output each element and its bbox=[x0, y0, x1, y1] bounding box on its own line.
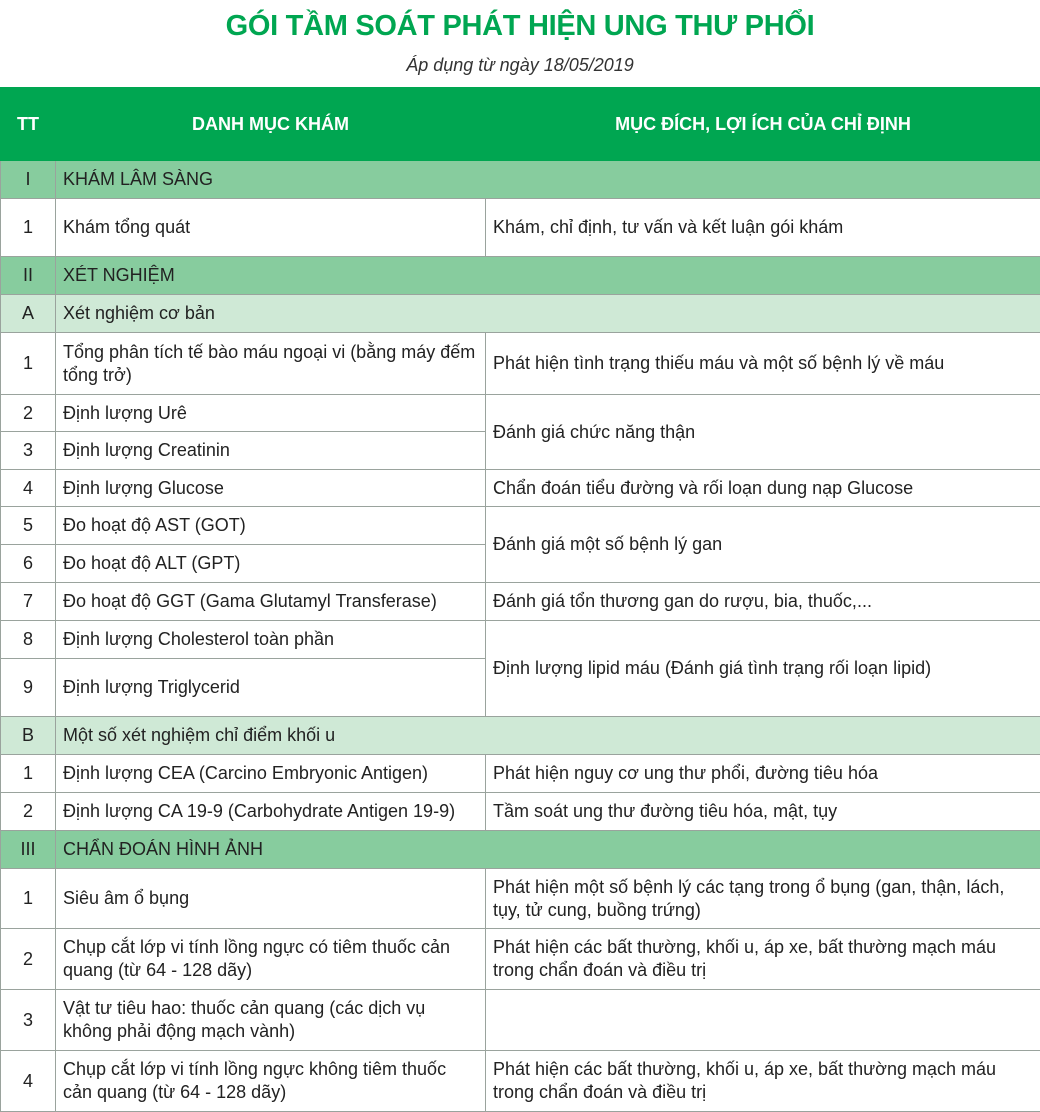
row-item: Vật tư tiêu hao: thuốc cản quang (các dịch vụ không phải động mạch vành) bbox=[56, 990, 486, 1051]
row-item: Định lượng CEA (Carcino Embryonic Antigen) bbox=[56, 755, 486, 793]
row-number: 3 bbox=[1, 990, 56, 1051]
table-row bbox=[1, 1051, 1040, 1112]
section-row bbox=[1, 831, 1040, 869]
row-item: Siêu âm ổ bụng bbox=[56, 869, 486, 929]
table-row bbox=[1, 869, 1040, 929]
row-purpose: Khám, chỉ định, tư vấn và kết luận gói khám bbox=[486, 199, 1040, 257]
row-number: 1 bbox=[1, 333, 56, 395]
header-item: DANH MỤC KHÁM bbox=[56, 88, 486, 161]
row-number: 2 bbox=[1, 395, 56, 432]
row-item: Chụp cắt lớp vi tính lồng ngực có tiêm thuốc cản quang (từ 64 - 128 dãy) bbox=[56, 929, 486, 990]
table-row bbox=[1, 333, 1040, 395]
row-purpose: Phát hiện các bất thường, khối u, áp xe, bất thường mạch máu trong chẩn đoán và điều trị bbox=[486, 1051, 1040, 1112]
subsection-letter: A bbox=[1, 295, 56, 333]
table-row bbox=[1, 395, 1040, 432]
row-item: Định lượng Triglycerid bbox=[56, 659, 486, 717]
section-number: II bbox=[1, 257, 56, 295]
row-item: Định lượng Glucose bbox=[56, 470, 486, 507]
row-item: Khám tổng quát bbox=[56, 199, 486, 257]
table-row bbox=[1, 470, 1040, 507]
row-purpose: Tầm soát ung thư đường tiêu hóa, mật, tụy bbox=[486, 793, 1040, 831]
row-number: 1 bbox=[1, 755, 56, 793]
table-row bbox=[1, 507, 1040, 545]
row-number: 4 bbox=[1, 470, 56, 507]
subsection-letter: B bbox=[1, 717, 56, 755]
row-item: Đo hoạt độ AST (GOT) bbox=[56, 507, 486, 545]
section-row bbox=[1, 257, 1040, 295]
section-label: CHẨN ĐOÁN HÌNH ẢNH bbox=[56, 831, 1040, 869]
table-row bbox=[1, 199, 1040, 257]
row-number: 2 bbox=[1, 929, 56, 990]
table-row bbox=[1, 583, 1040, 621]
row-purpose: Đánh giá chức năng thận bbox=[486, 395, 1040, 470]
row-number: 7 bbox=[1, 583, 56, 621]
row-purpose bbox=[486, 990, 1040, 1051]
row-item: Định lượng Urê bbox=[56, 395, 486, 432]
section-number: III bbox=[1, 831, 56, 869]
effective-date: Áp dụng từ ngày 18/05/2019 bbox=[0, 52, 1040, 78]
row-number: 6 bbox=[1, 545, 56, 583]
row-item: Định lượng Cholesterol toàn phần bbox=[56, 621, 486, 659]
row-number: 5 bbox=[1, 507, 56, 545]
table-row bbox=[1, 929, 1040, 990]
section-label: KHÁM LÂM SÀNG bbox=[56, 161, 1040, 199]
table-header-row bbox=[1, 88, 1040, 161]
page-title: GÓI TẦM SOÁT PHÁT HIỆN UNG THƯ PHỔI bbox=[0, 6, 1040, 46]
row-number: 1 bbox=[1, 199, 56, 257]
row-number: 4 bbox=[1, 1051, 56, 1112]
row-purpose: Đánh giá tổn thương gan do rượu, bia, thuốc,... bbox=[486, 583, 1040, 621]
row-item: Đo hoạt độ ALT (GPT) bbox=[56, 545, 486, 583]
row-purpose: Phát hiện các bất thường, khối u, áp xe, bất thường mạch máu trong chẩn đoán và điều trị bbox=[486, 929, 1040, 990]
section-label: XÉT NGHIỆM bbox=[56, 257, 1040, 295]
section-number: I bbox=[1, 161, 56, 199]
row-number: 8 bbox=[1, 621, 56, 659]
section-row bbox=[1, 161, 1040, 199]
row-item: Định lượng CA 19-9 (Carbohydrate Antigen 19-9) bbox=[56, 793, 486, 831]
row-purpose: Phát hiện một số bệnh lý các tạng trong ổ bụng (gan, thận, lách, tụy, tử cung, buồng trứng) bbox=[486, 869, 1040, 929]
package-table bbox=[0, 87, 1040, 1112]
row-purpose: Đánh giá một số bệnh lý gan bbox=[486, 507, 1040, 583]
row-item: Định lượng Creatinin bbox=[56, 432, 486, 470]
subsection-row bbox=[1, 295, 1040, 333]
table-row bbox=[1, 793, 1040, 831]
header-purpose: MỤC ĐÍCH, LỢI ÍCH CỦA CHỈ ĐỊNH bbox=[486, 88, 1040, 161]
table-row bbox=[1, 755, 1040, 793]
row-purpose: Phát hiện nguy cơ ung thư phổi, đường tiêu hóa bbox=[486, 755, 1040, 793]
row-number: 2 bbox=[1, 793, 56, 831]
row-purpose: Phát hiện tình trạng thiếu máu và một số bệnh lý về máu bbox=[486, 333, 1040, 395]
row-purpose: Định lượng lipid máu (Đánh giá tình trạng rối loạn lipid) bbox=[486, 621, 1040, 717]
table-row bbox=[1, 990, 1040, 1051]
row-number: 9 bbox=[1, 659, 56, 717]
subsection-label: Xét nghiệm cơ bản bbox=[56, 295, 1040, 333]
row-item: Tổng phân tích tế bào máu ngoại vi (bằng máy đếm tổng trở) bbox=[56, 333, 486, 395]
header-tt: TT bbox=[1, 88, 56, 161]
row-purpose: Chẩn đoán tiểu đường và rối loạn dung nạp Glucose bbox=[486, 470, 1040, 507]
row-item: Đo hoạt độ GGT (Gama Glutamyl Transferase) bbox=[56, 583, 486, 621]
subsection-label: Một số xét nghiệm chỉ điểm khối u bbox=[56, 717, 1040, 755]
row-number: 3 bbox=[1, 432, 56, 470]
row-number: 1 bbox=[1, 869, 56, 929]
table-row bbox=[1, 621, 1040, 659]
subsection-row bbox=[1, 717, 1040, 755]
row-item: Chụp cắt lớp vi tính lồng ngực không tiêm thuốc cản quang (từ 64 - 128 dãy) bbox=[56, 1051, 486, 1112]
